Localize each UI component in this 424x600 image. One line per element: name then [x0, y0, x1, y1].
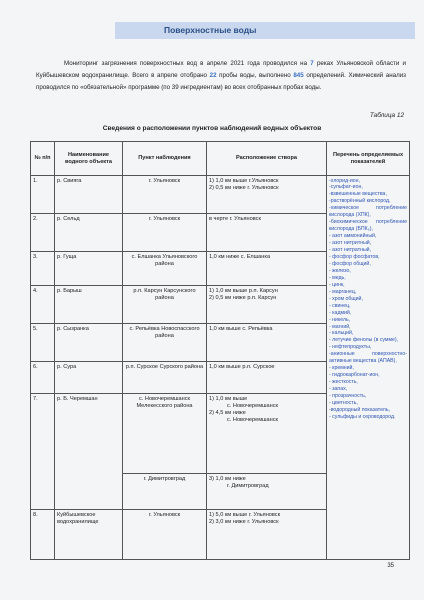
param-item: - фосфор общий, [329, 260, 371, 267]
cell-location [207, 286, 327, 324]
param-item: -химическое потребление кислорода (ХПК), [329, 205, 407, 219]
cell-point: с. Новочеремшанск Мелекесского района [123, 394, 207, 474]
param-item: - нефтепродукты, [329, 344, 372, 351]
cell-num: 8. [31, 510, 55, 560]
samples-count: 22 [209, 72, 217, 79]
param-item: -анионные поверхностно-активные вещества (АПАВ), [329, 351, 407, 365]
table-caption: Сведения о расположении пунктов наблюдений водных объектов [102, 125, 322, 132]
section-title: Поверхностные воды [164, 25, 257, 35]
cell-num: 7. [31, 394, 55, 510]
cell-location [207, 324, 327, 362]
intro-text-1: Мониторинг загрязнения поверхностных вод в апреле 2021 года проводился на [64, 60, 311, 67]
header-num: № п/п [31, 142, 55, 176]
cell-object: р. Гуща [55, 252, 123, 286]
param-item: -водородный показатель, [329, 406, 390, 413]
cell-num: 2. [31, 214, 55, 252]
param-item: - цинк, [329, 281, 345, 288]
cell-num: 3. [31, 252, 55, 286]
location-line: г. Димитровград [227, 482, 269, 489]
param-item: - магний, [329, 323, 351, 330]
cell-num: 1. [31, 176, 55, 214]
cell-point: р.п. Сурское Сурского района [123, 362, 207, 394]
cell-num: 5. [31, 324, 55, 362]
cell-object: р. Б. Черемшан [55, 394, 123, 510]
cell-location [207, 510, 327, 560]
header-location: Расположение створа [207, 142, 327, 176]
location-line: 3) 1,0 км ниже [209, 475, 246, 482]
rivers-count: 7 [310, 60, 314, 67]
param-item: - кальций, [329, 330, 354, 337]
location-line: с. Новочеремшанск [227, 402, 278, 409]
cell-location [207, 362, 327, 394]
location-line: 2) 4,5 км ниже [209, 409, 246, 416]
param-item: -сульфат-ион, [329, 184, 363, 191]
table-number: Таблица 12 [369, 112, 404, 119]
param-item: - кадмий, [329, 309, 352, 316]
param-item: - марганец, [329, 288, 357, 295]
header-object: Наименование водного объекта [55, 142, 123, 176]
cell-location [207, 474, 327, 510]
location-line: 1) 1,0 км выше р.п. Карсун [209, 287, 278, 294]
param-item: - кремний, [329, 365, 354, 372]
cell-point: г. Димитровград [123, 474, 207, 510]
param-item: - гидрокарбонат-ион, [329, 372, 380, 379]
cell-object: р. Сызранка [55, 324, 123, 362]
table-row [31, 176, 410, 214]
observation-points-table [30, 141, 410, 560]
param-item: - хром общий, [329, 295, 363, 302]
section-title-bar [115, 22, 415, 39]
cell-object: р. Сура [55, 362, 123, 394]
param-item: - сульфиды и сероводород. [329, 413, 396, 420]
location-line: 2) 0,5 км ниже р.п. Карсун [209, 294, 277, 301]
param-item: - жесткость, [329, 379, 358, 386]
location-line: в черте г. Ульяновск [209, 215, 261, 222]
location-line: 2) 3,0 км ниже г. Ульяновск [209, 518, 279, 525]
param-item: - летучие фенолы (в сумме), [329, 337, 399, 344]
cell-point: г. Ульяновск [123, 176, 207, 214]
param-item: -хлорид-ион, [329, 177, 360, 184]
cell-object: р. Сельд [55, 214, 123, 252]
cell-object: р. Свияга [55, 176, 123, 214]
cell-point: р.п. Карсун Карсунского района [123, 286, 207, 324]
param-item: - железо, [329, 267, 351, 274]
cell-object: р. Барыш [55, 286, 123, 324]
intro-text-2: реках Ульяновской области и Куйбышевском водохранилище. Всего в апреле отобрано [36, 60, 406, 79]
location-line: 1,0 км выше с. Репьёвка [209, 325, 273, 332]
intro-text-3: пробы воды, выполнено [216, 72, 294, 79]
cell-location [207, 394, 327, 474]
cell-num: 6. [31, 362, 55, 394]
location-line: 2) 0,5 км ниже г. Ульяновск [209, 184, 279, 191]
param-item: - азот аммонийный, [329, 233, 377, 240]
param-item: - запах, [329, 386, 348, 393]
cell-location [207, 214, 327, 252]
param-item: - азот нитратный, [329, 247, 372, 254]
location-line: 1) 1,0 км выше г.Ульяновск [209, 177, 279, 184]
param-item: - медь, [329, 274, 346, 281]
cell-point: с. Репьёвка Новоспасского района [123, 324, 207, 362]
param-item: - свинец, [329, 302, 351, 309]
param-item: - цветность, [329, 400, 358, 406]
param-item: - азот нитритный, [329, 240, 372, 247]
cell-location [207, 176, 327, 214]
param-item: - фосфор фосфатов, [329, 253, 380, 260]
param-item: -взвешенные вещества, [329, 191, 387, 198]
cell-num: 4. [31, 286, 55, 324]
param-item: - прозрачность, [329, 393, 367, 400]
cell-location [207, 252, 327, 286]
page-number: 35 [387, 563, 394, 569]
location-line: 1,0 км выше р.п. Сурское [209, 363, 275, 370]
cell-object: Куйбышевское водохранилище [55, 510, 123, 560]
cell-point: г. Ульяновск [123, 510, 207, 560]
location-line: с. Новочеремшанск [227, 416, 278, 423]
intro-text-4: определений. Химический анализ проводился по «обязательной» программе (по 39 ингредиентам) во всех отобранных пробах воды. [36, 72, 406, 91]
param-item: -растворённый кислород, [329, 198, 391, 205]
location-line: 1) 1,0 км выше [209, 395, 248, 402]
cell-point: г. Ульяновск [123, 214, 207, 252]
header-params: Перечень определяемых показателей [327, 142, 410, 176]
cell-point: с. Елшанка Ульяновского района [123, 252, 207, 286]
determinations-count: 845 [293, 72, 304, 79]
cell-params [327, 176, 410, 560]
header-point: Пункт наблюдения [123, 142, 207, 176]
param-item: -биохимическое потребление кислорода (БПК₅), [329, 219, 407, 233]
location-line: 1) 5,0 км выше г. Ульяновск [209, 511, 281, 518]
location-line: 1,0 км ниже с. Елшанка [209, 253, 271, 260]
intro-paragraph [36, 58, 406, 94]
param-item: - никель, [329, 316, 351, 323]
